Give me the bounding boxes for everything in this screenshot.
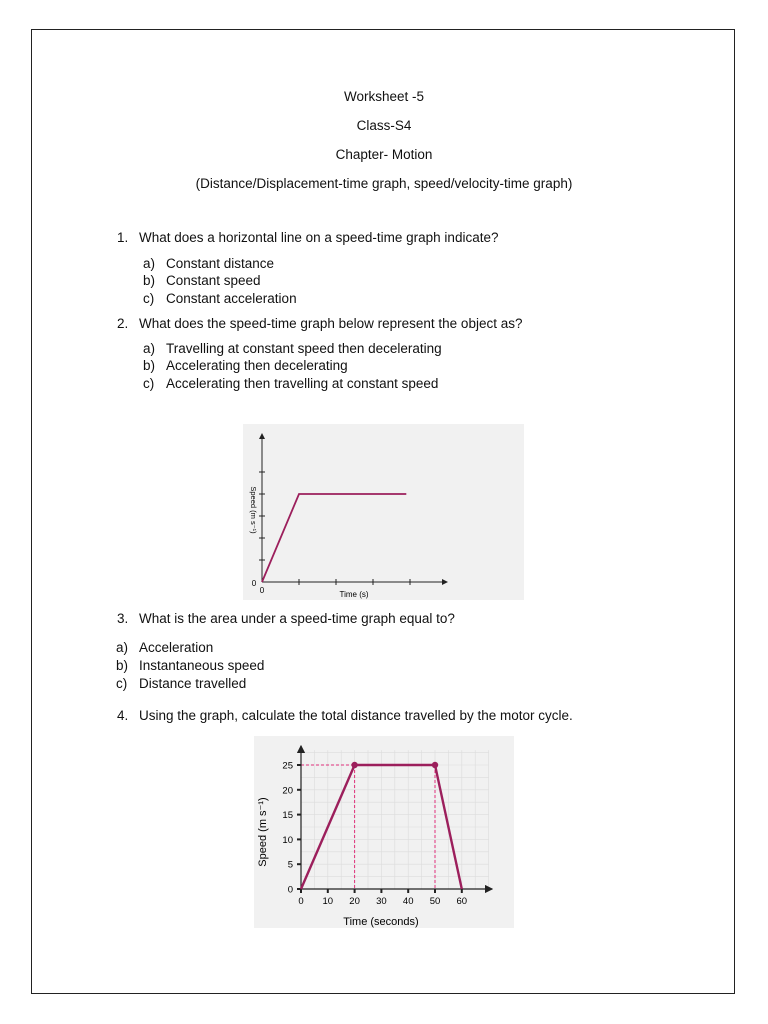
question-number: 2. [117,316,129,331]
option-text: Constant distance [166,256,275,271]
option [143,341,442,356]
worksheet-title: Worksheet -5 [343,89,425,104]
y-tick-label: 20 [282,785,293,797]
option-label: b) [143,273,156,288]
option-text: Distance travelled [139,676,247,691]
x-tick-label: 10 [322,896,334,907]
question-4 [117,708,573,723]
option [116,676,246,691]
y-axis-label: Speed (m s⁻¹) [257,797,269,867]
x-tick-label: 30 [376,896,387,907]
question-1 [117,230,498,245]
x-tick-label: 40 [402,896,414,907]
graph-1-svg [243,424,524,600]
x-origin-label: 0 [259,586,265,595]
data-point [351,762,357,768]
question-number: 1. [117,230,129,245]
y-origin-label: 0 [251,579,257,588]
question-text: What does the speed-time graph below represent the object as? [139,316,523,331]
option-text: Constant speed [166,273,261,288]
question-number: 3. [117,611,129,626]
speed-line [262,494,406,582]
chapter-label: Chapter- Motion [335,147,433,162]
class-label: Class-S4 [356,118,412,133]
y-tick-label: 10 [282,834,293,846]
y-tick-label: 0 [287,884,293,896]
question-text: What does a horizontal line on a speed-time graph indicate? [139,230,499,245]
question-number: 4. [117,708,129,723]
topic-label: (Distance/Displacement-time graph, speed/velocity-time graph) [195,176,573,191]
speed-time-graph-2 [254,736,514,928]
option-label: b) [116,658,129,673]
option-text: Accelerating then decelerating [166,358,348,373]
option [143,273,261,288]
option-label: a) [116,640,129,655]
x-tick-label: 20 [349,896,360,907]
question-2 [117,316,522,331]
x-tick-label: 0 [298,896,304,907]
option-text: Acceleration [139,640,214,655]
option-text: Accelerating then travelling at constant speed [166,376,439,391]
option-text: Travelling at constant speed then decelerating [166,341,442,356]
option-label: c) [116,676,128,691]
question-text: What is the area under a speed-time graph equal to? [139,611,455,626]
option-label: a) [143,256,156,271]
option [143,256,274,271]
question-text: Using the graph, calculate the total distance travelled by the motor cycle. [139,708,573,723]
option [143,376,438,391]
data-point [432,762,438,768]
x-axis-label: Time (seconds) [343,916,419,928]
x-tick-label: 50 [429,896,441,907]
option [116,640,213,655]
option [143,358,348,373]
option [143,291,297,306]
x-axis-label: Time (s) [339,590,369,599]
option-text: Constant acceleration [166,291,297,306]
option [116,658,264,673]
graph-2-svg [254,736,514,928]
option-text: Instantaneous speed [139,658,265,673]
option-label: b) [143,358,156,373]
option-label: a) [143,341,156,356]
y-tick-label: 5 [287,859,293,871]
option-label: c) [143,376,155,391]
option-label: c) [143,291,155,306]
y-tick-label: 25 [282,760,293,772]
y-tick-label: 15 [282,810,293,822]
y-axis-label: Speed (m s⁻¹) [249,486,258,534]
speed-time-graph-1 [243,424,524,600]
x-tick-label: 60 [456,896,468,907]
question-3 [117,611,455,626]
